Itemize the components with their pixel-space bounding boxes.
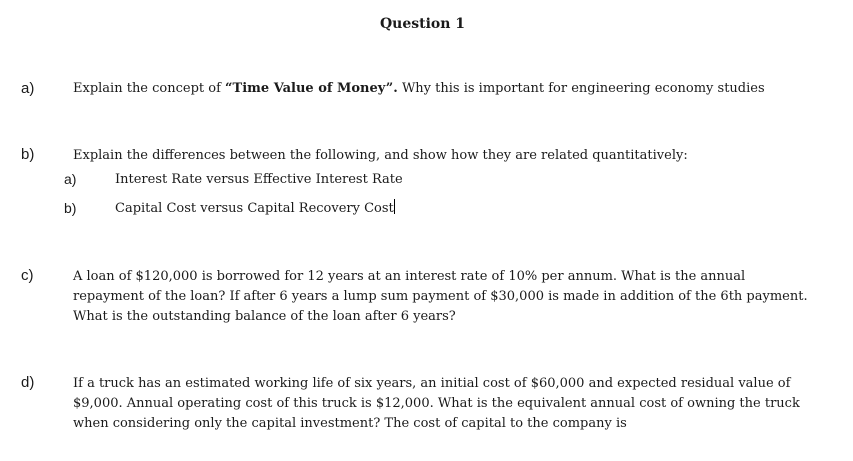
item-a-text-end: Why this is important for engineering economy studies — [397, 81, 765, 96]
item-d-line-2: $9,000. Annual operating cost of this truck is $12,000. What is the equivalent annual cost of owning the truck — [73, 396, 800, 411]
item-d-marker: d) — [21, 374, 35, 391]
item-b-subitem-a-marker: a) — [64, 171, 77, 187]
item-b-subitem-a-text: Interest Rate versus Effective Interest Rate — [115, 172, 403, 187]
text-cursor — [394, 199, 395, 214]
question-title: Question 1 — [379, 16, 466, 32]
item-b-marker: b) — [21, 146, 35, 163]
item-b-subitem-b-text: Capital Cost versus Capital Recovery Cost — [115, 201, 394, 216]
item-c-line-2: repayment of the loan? If after 6 years a lump sum payment of $30,000 is made in addition of the 6th payment. — [73, 289, 808, 304]
item-d-line-3: when considering only the capital investment? The cost of capital to the company is — [73, 416, 627, 431]
item-c-text — [73, 267, 833, 327]
item-b-subitem-b[interactable] — [115, 199, 395, 219]
item-d-text — [73, 374, 833, 434]
item-a-text — [73, 79, 833, 99]
item-c-marker: c) — [21, 267, 34, 284]
item-a-marker: a) — [21, 80, 35, 97]
item-a-text-start: Explain the concept of — [73, 81, 226, 96]
item-c-line-3: What is the outstanding balance of the loan after 6 years? — [73, 309, 456, 324]
item-b-text: Explain the differences between the following, and show how they are related quantitatively: — [73, 148, 688, 163]
item-b-subitem-b-marker: b) — [64, 200, 77, 216]
item-c-line-1: A loan of $120,000 is borrowed for 12 years at an interest rate of 10% per annum. What is the annual — [73, 269, 746, 284]
item-d-line-1: If a truck has an estimated working life of six years, an initial cost of $60,000 and expected residual value of — [73, 376, 791, 391]
item-a-bold-term: “Time Value of Money”. — [225, 81, 398, 96]
